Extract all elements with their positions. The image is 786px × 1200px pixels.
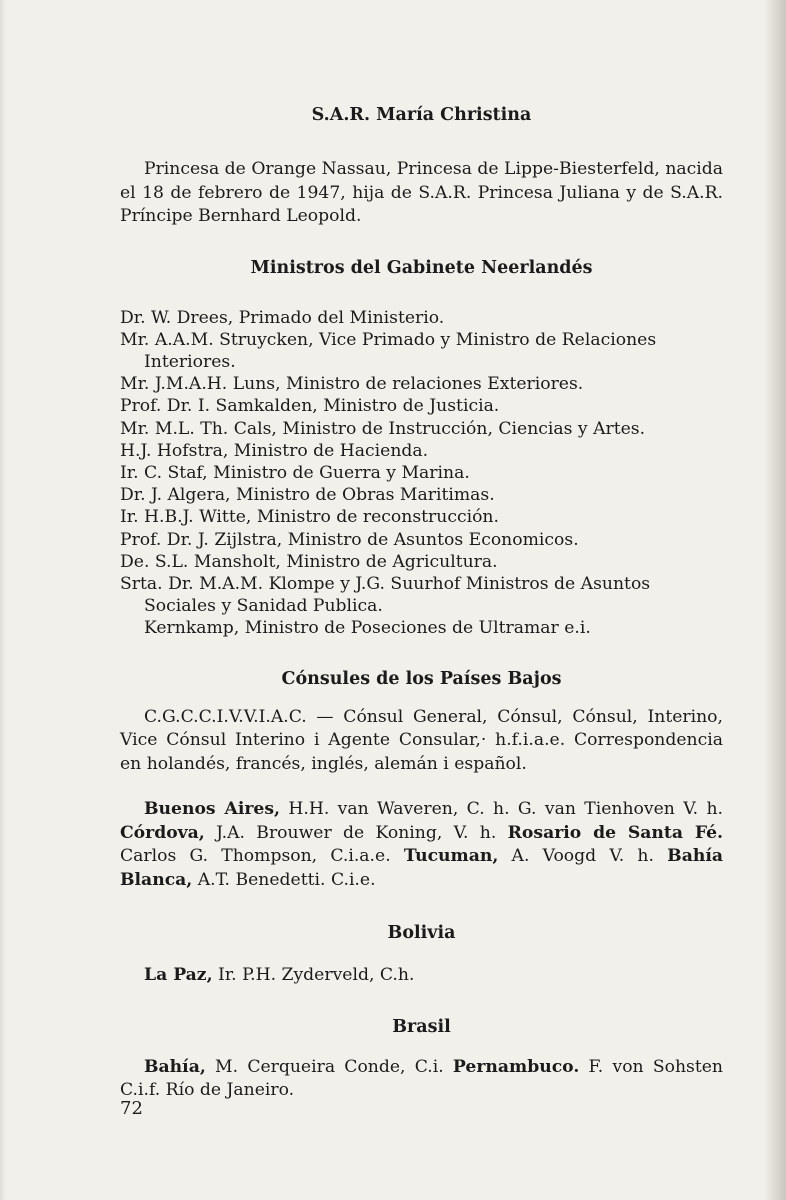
- page-right-edge: [764, 0, 786, 1200]
- list-item: Dr. J. Algera, Ministro de Obras Maritimas.: [120, 485, 495, 506]
- list-item-continuation: Kernkamp, Ministro de Poseciones de Ultramar e.i.: [144, 618, 591, 639]
- consul-text: Carlos G. Thompson, C.i.a.e.: [120, 846, 404, 867]
- consul-text: F. von Sohsten C.i.f. Río de Janeiro.: [120, 1056, 724, 1101]
- consuls-intro-paragraph: C.G.C.C.I.V.V.I.A.C. — Cónsul General, Cónsul, Cónsul, Interino, Vice Cónsul Interino i Agente Consular,· h.f.i.a.e. Correspondencia en holandés, francés, inglés, alemán i español.: [120, 706, 723, 774]
- consul-text: A.T. Benedetti. C.i.e.: [192, 869, 376, 890]
- list-item: Ir. H.B.J. Witte, Ministro de reconstrucción.: [120, 507, 499, 528]
- consul-text: J.A. Brouwer de Koning, V. h.: [204, 822, 508, 843]
- section-heading-ministros: Ministros del Gabinete Neerlandés: [250, 257, 593, 278]
- section-heading-brasil: Brasil: [392, 1016, 451, 1037]
- city-name: Buenos Aires,: [144, 799, 281, 820]
- page-number: 72: [120, 1098, 143, 1119]
- argentina-consuls-paragraph: [120, 798, 723, 892]
- brasil-consuls-paragraph: [120, 1056, 723, 1103]
- bolivia-consuls-paragraph: [120, 964, 723, 988]
- list-item: Mr. J.M.A.H. Luns, Ministro de relaciones Exteriores.: [120, 374, 584, 395]
- city-name: Córdova,: [120, 822, 205, 843]
- consul-text: A. Voogd V. h.: [498, 846, 668, 867]
- section-heading-consules: Cónsules de los Países Bajos: [281, 668, 562, 689]
- city-name: La Paz,: [144, 965, 213, 986]
- page-left-edge: [0, 0, 6, 1200]
- consul-text: M. Cerqueira Conde, C.i.: [205, 1056, 453, 1077]
- section-heading-maria-christina: S.A.R. María Christina: [311, 105, 532, 125]
- city-name: Bahía,: [144, 1056, 206, 1077]
- city-name: Pernambuco.: [452, 1056, 580, 1077]
- ministers-list: [120, 307, 723, 640]
- page-content: [120, 90, 723, 1103]
- city-name: Rosario de Santa Fé.: [507, 822, 723, 843]
- list-item: Prof. Dr. J. Zijlstra, Ministro de Asuntos Economicos.: [120, 529, 579, 550]
- consul-text: Ir. P.H. Zyderveld, C.h.: [212, 965, 415, 986]
- list-item: Prof. Dr. I. Samkalden, Ministro de Justicia.: [120, 396, 500, 417]
- list-item: Mr. A.A.M. Struycken, Vice Primado y Ministro de Relaciones Interiores.: [120, 329, 657, 372]
- list-item: H.J. Hofstra, Ministro de Hacienda.: [120, 440, 429, 461]
- list-item: Srta. Dr. M.A.M. Klompe y J.G. Suurhof Ministros de Asuntos Sociales y Sanidad Publica.: [120, 573, 651, 617]
- section-heading-bolivia: Bolivia: [387, 923, 456, 944]
- list-item: Dr. W. Drees, Primado del Ministerio.: [120, 307, 445, 328]
- consul-text: H.H. van Waveren, C. h. G. van Tienhoven V. h.: [280, 799, 723, 820]
- list-item: Ir. C. Staf, Ministro de Guerra y Marina.: [120, 462, 470, 483]
- biography-paragraph: Princesa de Orange Nassau, Princesa de Lippe-Biesterfeld, nacida el 18 de febrero de 1947, hija de S.A.R. Princesa Juliana y de S.A.R. Príncipe Bernhard Leopold.: [120, 159, 724, 226]
- city-name: Bahía Blanca,: [120, 846, 723, 890]
- city-name: Tucuman,: [403, 846, 499, 867]
- list-item: Mr. M.L. Th. Cals, Ministro de Instrucción, Ciencias y Artes.: [120, 418, 646, 439]
- list-item: De. S.L. Mansholt, Ministro de Agricultura.: [120, 551, 498, 572]
